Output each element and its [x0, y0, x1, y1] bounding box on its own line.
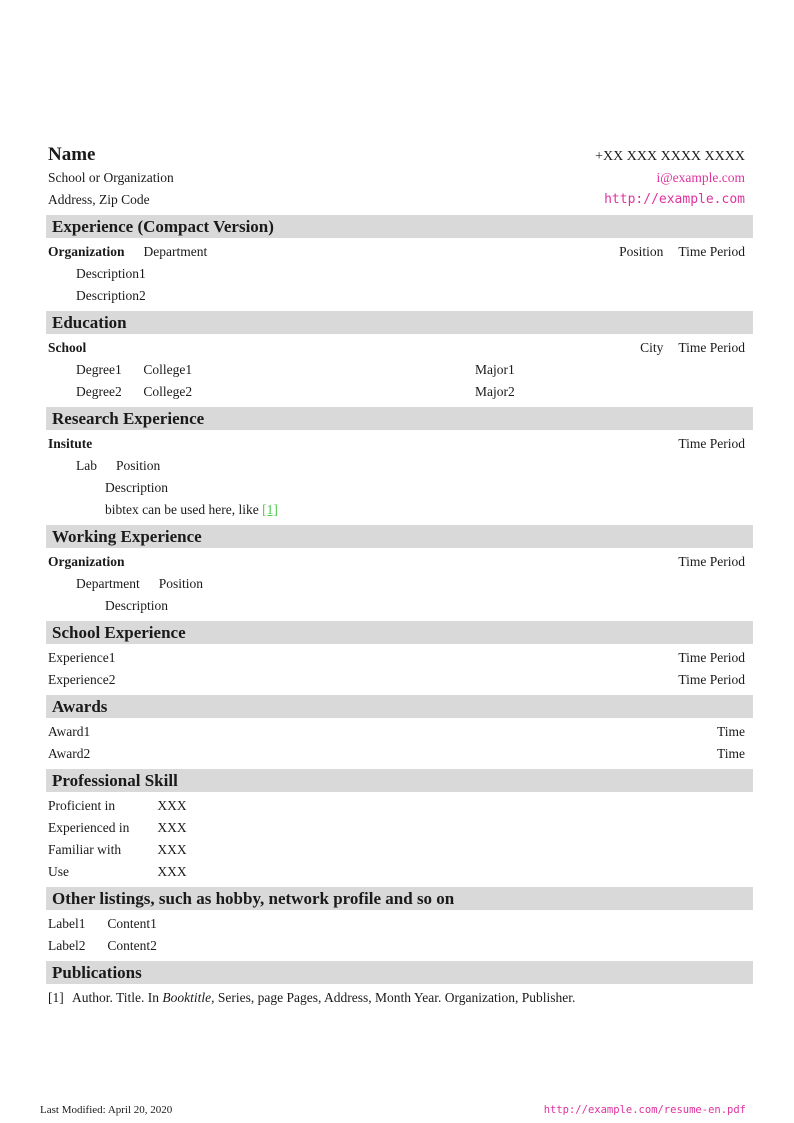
phone-number: +XX XXX XXXX XXXX	[595, 149, 745, 164]
education-major: Major1	[475, 362, 515, 377]
experience-organization: Organization	[48, 244, 125, 259]
publication-booktitle: Booktitle	[162, 990, 212, 1005]
person-name: Name	[48, 144, 96, 165]
experience-description-1: Description1	[76, 266, 146, 281]
working-department: Department	[76, 576, 140, 591]
education-college: College1	[143, 362, 193, 377]
experience-department: Department	[143, 244, 208, 259]
working-period: Time Period	[678, 554, 745, 569]
skill-value: XXX	[157, 864, 187, 879]
footer-pdf-link[interactable]: http://example.com/resume-en.pdf	[543, 1104, 746, 1116]
research-description: Description	[105, 480, 168, 495]
working-position: Position	[158, 576, 203, 591]
school-experience-row	[48, 651, 745, 665]
education-college: College2	[143, 384, 193, 399]
working-main-row	[48, 555, 745, 569]
award-time: Time	[716, 746, 745, 761]
other-listing-row	[48, 917, 745, 931]
skill-row	[48, 799, 745, 813]
section-header-skills: Professional Skill	[46, 769, 753, 792]
email-link[interactable]: i@example.com	[656, 170, 745, 185]
citation-link[interactable]: [1]	[262, 502, 278, 517]
award-label: Award1	[48, 724, 91, 739]
award-time: Time	[716, 724, 745, 739]
other-listing-content: Content2	[107, 938, 157, 953]
school-experience-period: Time Period	[678, 672, 745, 687]
research-lab: Lab	[76, 458, 97, 473]
education-degree: Degree1	[76, 362, 122, 377]
education-degree: Degree2	[76, 384, 122, 399]
research-bibtex-row	[105, 503, 745, 517]
skill-value: XXX	[157, 820, 187, 835]
research-institute: Insitute	[48, 436, 93, 451]
header-top-row	[48, 145, 745, 171]
publication-text-after: , Series, page Pages, Address, Month Year. Organization, Publisher.	[211, 990, 576, 1005]
page-footer	[40, 1104, 746, 1116]
publication-text-before: Author. Title. In	[72, 990, 163, 1005]
research-main-row	[48, 437, 745, 451]
education-degree-row	[76, 363, 745, 377]
award-row	[48, 725, 745, 739]
section-header-school-experience: School Experience	[46, 621, 753, 644]
education-major: Major2	[475, 384, 515, 399]
education-degree-row	[76, 385, 745, 399]
experience-compact-main-row	[48, 245, 745, 259]
school-experience-row	[48, 673, 745, 687]
skill-row	[48, 821, 745, 835]
other-listing-row	[48, 939, 745, 953]
school-experience-label: Experience1	[48, 650, 116, 665]
section-header-education: Education	[46, 311, 753, 334]
research-bibtex-text: bibtex can be used here, like	[105, 502, 263, 517]
section-header-publications: Publications	[46, 961, 753, 984]
award-row	[48, 747, 745, 761]
education-school: School	[48, 340, 87, 355]
working-organization: Organization	[48, 554, 125, 569]
experience-position: Position	[619, 244, 664, 259]
skill-level: Use	[48, 864, 69, 879]
section-header-other-listings: Other listings, such as hobby, network profile and so on	[46, 887, 753, 910]
experience-description-2: Description2	[76, 288, 146, 303]
research-position: Position	[116, 458, 161, 473]
website-link[interactable]: http://example.com	[604, 192, 745, 207]
skill-value: XXX	[157, 798, 187, 813]
publication-entry	[48, 991, 745, 1005]
last-modified-text: Last Modified: April 20, 2020	[40, 1104, 173, 1116]
header-organization: School or Organization	[48, 170, 174, 185]
skill-value: XXX	[157, 842, 187, 857]
skill-row	[48, 865, 745, 879]
header-org-row	[48, 171, 745, 185]
research-period: Time Period	[678, 436, 745, 451]
skill-level: Proficient in	[48, 798, 116, 813]
skill-row	[48, 843, 745, 857]
other-listing-label: Label2	[48, 938, 86, 953]
education-main-row	[48, 341, 745, 355]
education-city: City	[640, 340, 664, 355]
section-header-awards: Awards	[46, 695, 753, 718]
section-header-research: Research Experience	[46, 407, 753, 430]
research-lab-row	[76, 459, 745, 473]
other-listing-content: Content1	[107, 916, 157, 931]
section-header-experience-compact: Experience (Compact Version)	[46, 215, 753, 238]
school-experience-label: Experience2	[48, 672, 116, 687]
skill-level: Experienced in	[48, 820, 130, 835]
other-listing-label: Label1	[48, 916, 86, 931]
skill-level: Familiar with	[48, 842, 122, 857]
experience-period: Time Period	[678, 244, 745, 259]
header-address: Address, Zip Code	[48, 192, 150, 207]
school-experience-period: Time Period	[678, 650, 745, 665]
education-period: Time Period	[678, 340, 745, 355]
header-address-row	[48, 193, 745, 207]
award-label: Award2	[48, 746, 91, 761]
section-header-working: Working Experience	[46, 525, 753, 548]
working-dept-row	[76, 577, 745, 591]
publication-ref-number: [1]	[48, 990, 64, 1005]
working-description: Description	[105, 598, 168, 613]
